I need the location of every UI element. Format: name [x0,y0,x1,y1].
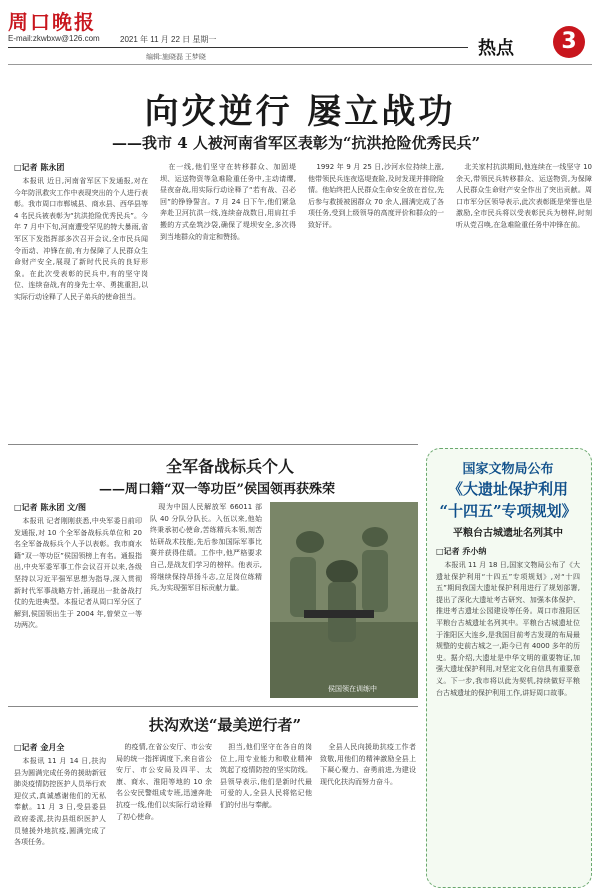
lead-subheadline: ——我市 4 人被河南省军区表彰为“抗洪抢险优秀民兵” [112,134,481,152]
lead-headline: 向灾逆行 屡立战功 [144,92,456,132]
masthead [0,0,600,70]
soldier-byline: □记者 陈永团 文/图 [14,503,87,512]
guest-column-4 [320,742,416,886]
guest-paragraph: 的疫情,在省公安厅、市公安局的统一指挥调度下,来自省公安厅、市公安局及四平、太康、商水、淮阳等地的 10 余名公安民警组成专班,迅速奔赴抗疫一线,他们以实际行动诠释了初心使命。 [116,743,212,821]
lead-paragraph: 在一线,他们坚守在转移群众、加固堤坝、运送物资等急难险重任务中,主动请缨,昼夜奋战,用实际行动诠释了“若有战、召必回”的铮铮誓言。7 月 24 日下午,他们紧急奔赴卫河抗洪一线,连续奋战数日,用肩扛手搬的方式垒筑沙袋,确保了堤坝安全,多次得到当地群众的肯定和赞扬。 [160,163,296,241]
guest-paragraph: 本报讯 11 月 14 日,扶沟县为圆满完成任务的援助新冠肺炎疫情防控医护人员举行欢迎仪式,真诚感谢他们的无私奉献。11 月 3 日,受县委县政府委派,扶沟县组织医护人员驰援外地抗疫,圆满完成了各项任务。 [14,757,106,847]
guest-paragraph: 全县人民向援助抗疫工作者致敬,用他们的精神激励全县上下凝心聚力、奋勇前进,为建设现代化扶沟而努力奋斗。 [320,743,416,786]
photo-caption: 侯国领在训练中 [328,685,377,693]
lead-paragraph: 1992 年 9 月 25 日,沙河水位持续上涨,他带领民兵连夜巡堤查险,及时发现并排除险情。他始终把人民群众生命安全放在首位,先后参与救援被困群众 70 余人,圆满完成了各项任务,受到上级领导的高度评价和群众的一致好评。 [308,163,444,229]
section-divider-lower [8,706,418,707]
relic-subheadline: 平粮台古城遗址名列其中 [453,528,563,539]
lead-column-3 [308,162,444,438]
page-number-badge: 3 [553,26,585,58]
guest-paragraph: 担当,他们坚守在各自的岗位上,用专业能力和敬业精神筑起了疫情防控的坚实防线。县领导表示,他们是新时代最可爱的人,全县人民将铭记他们的付出与奉献。 [220,743,312,809]
guest-headline: 扶沟欢送“最美逆行者” [148,716,302,734]
guest-column-2 [116,742,212,886]
soldier-photo [270,502,418,698]
guest-column-3 [220,742,312,886]
section-name: 热点 [478,38,514,59]
lead-column-2 [160,162,296,438]
relic-headline-line1: 国家文物局公布 [462,462,554,477]
section-divider [8,444,418,445]
soldier-headline: 全军备战标兵个人 [165,457,294,476]
relic-headline-line2: 《大遗址保护利用 [447,480,568,498]
soldier-paragraph: 现为中国人民解放军 66011 部队 40 分队分队长。入伍以来,他始终秉承初心使命,苦练精兵本领,刻苦钻研战术技能,先后参加国际军事比赛并获得佳绩。工作中,他严格要求自己,是战友们学习的榜样。他表示,将继续保持昂扬斗志,立足岗位练精兵,为实现强军目标贡献力量。 [150,503,262,593]
email-line: E-mail:zkwbxw@126.com [8,34,100,43]
guest-byline: □记者 金月全 [14,743,65,752]
relic-byline: □记者 乔小纳 [436,547,487,556]
soldier-photo-art [270,502,418,698]
masthead-rule-lower [8,64,592,65]
lead-byline: □记者 陈永团 [14,163,65,172]
soldier-paragraph: 本报讯 记者刚刚获悉,中央军委日前印发通报,对 10 个全军备战标兵单位和 20 名全军备战标兵个人予以表彰。我市商水籍“双一等功臣”侯国领榜上有名。通报指出,中央军委军事工作会议召开以来,各级坚持以习近平强军思想为指导,深入贯彻新时代军事战略方针,涌现出一批备战打仗的先进典型。本报记者从周口军分区了解到,侯国领出生于 2004 年,曾荣立一等功两次。 [14,517,142,630]
soldier-column-1 [14,516,142,698]
lead-paragraph: 北关家村抗洪期间,他连续在一线坚守 10 余天,带领民兵转移群众、运送物资,为保障人民群众生命财产安全作出了突出贡献。周口市军分区领导表示,此次表彰既是荣誉也是激励,全市民兵将以受表彰民兵为榜样,时刻听从党召唤,在急难险重任务中冲锋在前。 [456,163,592,229]
newspaper-logo: 周口晚报 [8,10,96,34]
soldier-column-2 [150,502,262,698]
guest-column-1 [14,756,106,886]
lead-column-1 [14,176,148,438]
lead-paragraph: 本报讯 近日,河南省军区下发通报,对在今年防汛救灾工作中表现突出的个人进行表彰。我市周口市郸城县、商水县、西华县等 4 名民兵被表彰为“抗洪抢险优秀民兵”。今年 7 月中下旬,河南遭受罕见的特大暴雨,省军区下发指挥部多次召开会议,全市民兵闻令而动、冲锋在前,有力保障了人民群众生命财产安全,展现了新时代民兵的良好形象。在此次受表彰的民兵中,有的坚守岗位、连续奋战,有的身先士卒、勇挑重担,以实际行动诠释了人民子弟兵的使命担当。 [14,177,148,301]
soldier-subheadline: ——周口籍“双一等功臣”侯国领再获殊荣 [99,482,335,497]
relic-paragraph: 本报讯 11 月 18 日,国家文物局公布了《大遗址保护利用“十四五”专项规划》,对“十四五”期间我国大遗址保护利用进行了规划部署,提出了深化大遗址考古研究、加强本体保护、推进考古遗址公园建设等任务。周口市淮阳区平粮台古城遗址名列其中。平粮台古城遗址位于淮阳区大连乡,是我国目前考古发现的布局最规整的史前古城之一,距今已有 4000 多年的历史。据介绍,大遗址是中华文明的重要物证,加强大遗址保护利用,对坚定文化自信具有重要意义。下一步,我市将以此为契机,持续做好平粮台古城遗址的保护利用工作,讲好周口故事。 [436,561,580,697]
editor-line: 编辑:施晓磊 王梦晓 [146,54,206,61]
relic-body [436,560,580,878]
relic-headline-line3: “十四五”专项规划》 [439,502,577,520]
lead-column-4 [456,162,592,438]
masthead-rule [8,47,468,48]
dateline: 2021 年 11 月 22 日 星期一 [120,35,217,44]
